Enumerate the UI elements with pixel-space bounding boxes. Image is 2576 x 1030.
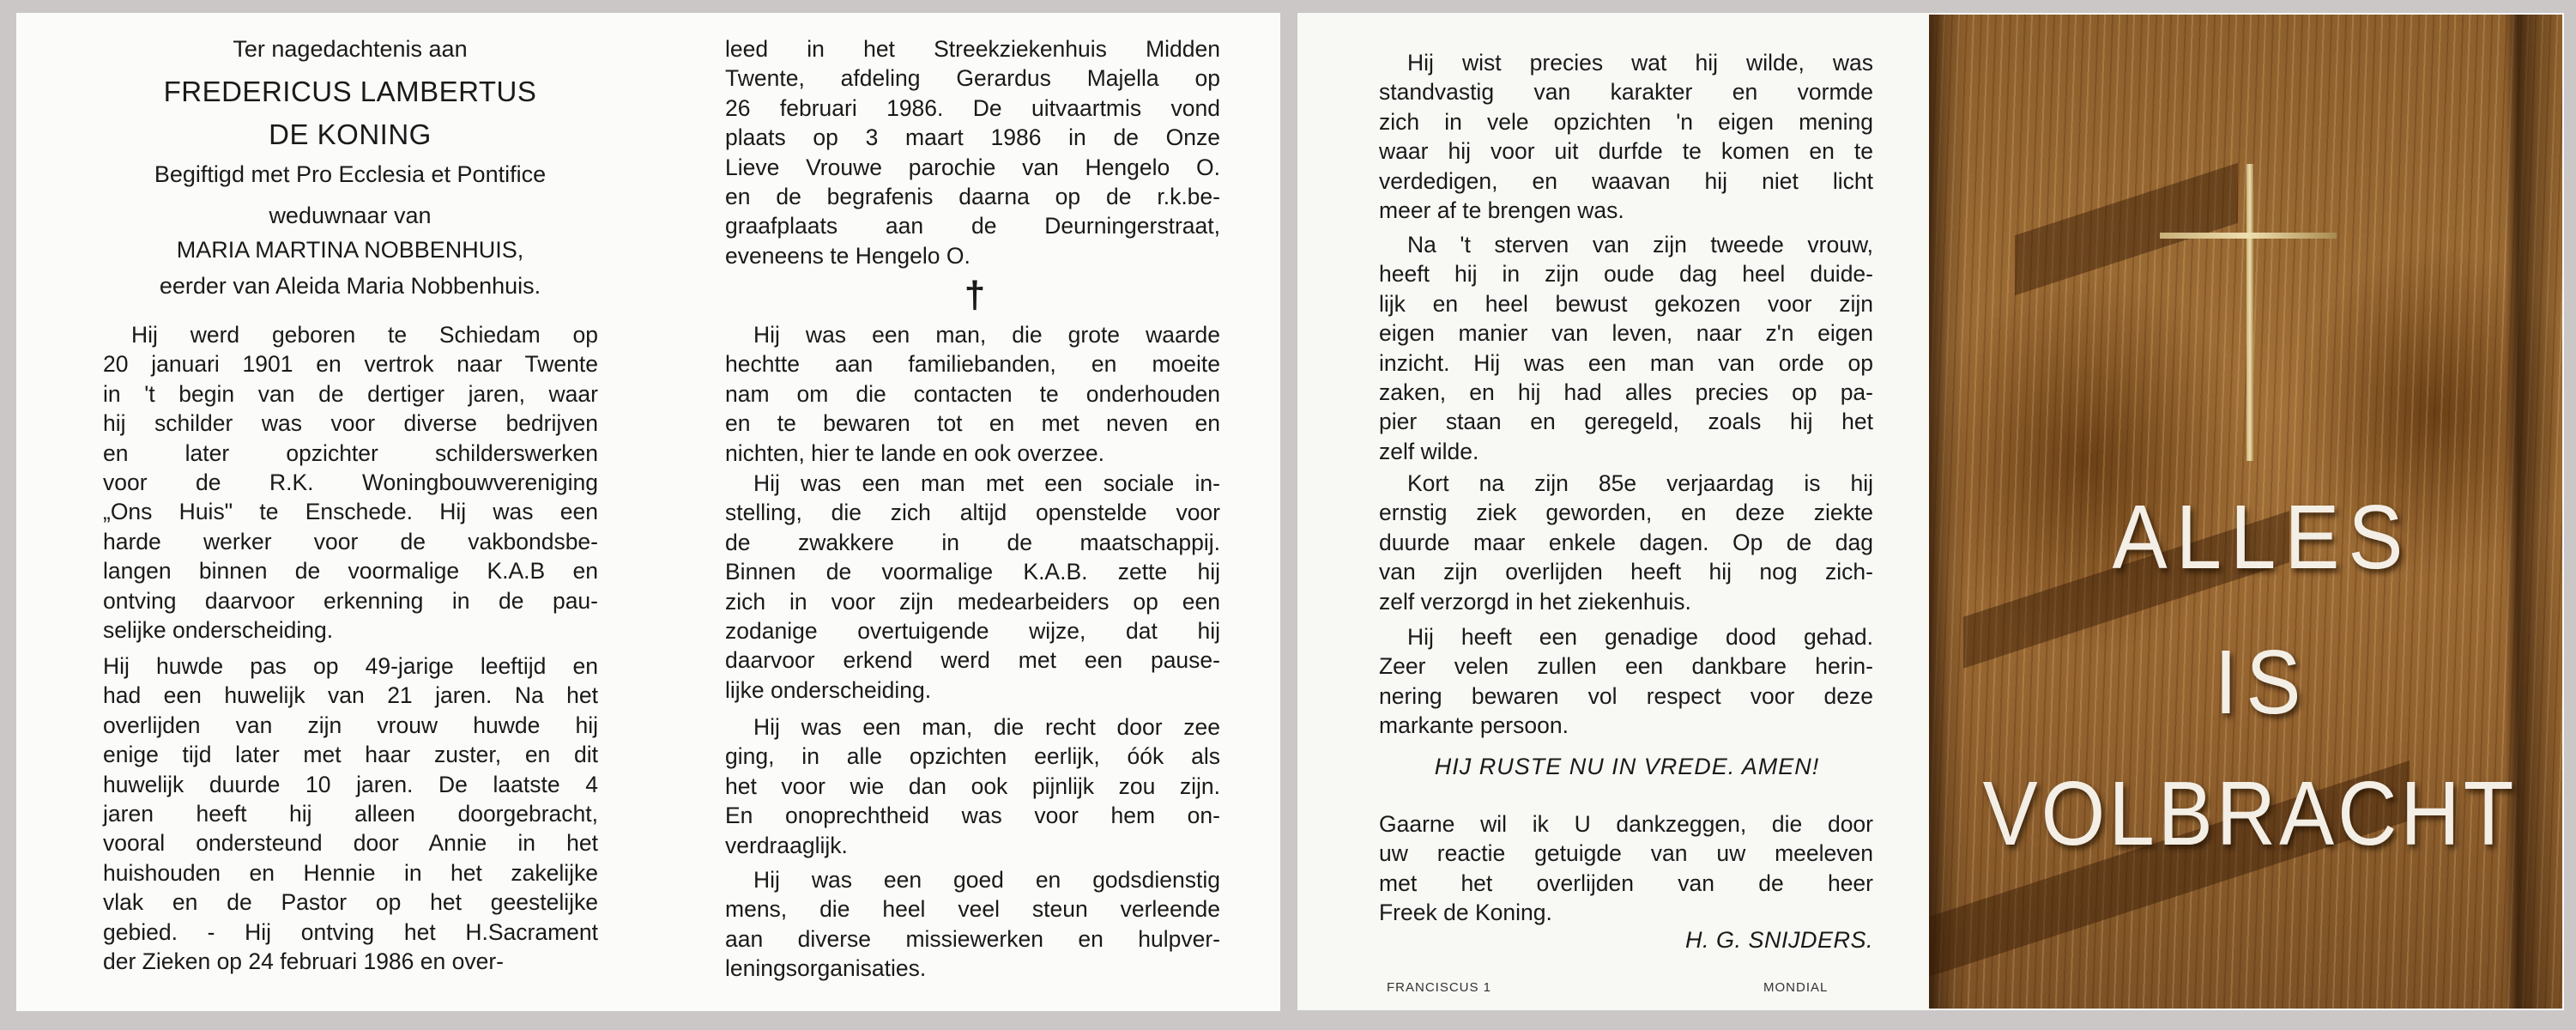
photo-text-volbracht: VOLBRACHT	[1982, 763, 2518, 865]
marriage-paragraph	[103, 651, 598, 976]
later-life-paragraph	[1379, 230, 1873, 466]
text-line: Na 't sterven van zijn tweede vrouw,	[1407, 232, 1873, 258]
prayer-line: HIJ RUSTE NU IN VREDE. AMEN!	[1434, 754, 1820, 779]
text-line: heeft hij in zijn oude dag heel duide-	[1379, 261, 1873, 288]
honesty-paragraph	[725, 712, 1220, 860]
widower-label: weduwnaar van	[269, 203, 432, 228]
thanks-paragraph	[1379, 809, 1873, 928]
text-line: Hij was een man, die grote waarde	[753, 322, 1220, 348]
faith-paragraph	[725, 865, 1220, 984]
text-line: Zeer velen zullen een dankbare herin-	[1379, 653, 1873, 680]
deceased-name-line1: FREDERICUS LAMBERTUS	[163, 76, 537, 107]
text-line: het voor wie dan ook pijnlijk zou zijn.	[725, 772, 1220, 799]
text-line: Twente, afdeling Gerardus Majella op	[725, 65, 1220, 92]
text-line: duurde maar enkele dagen. Op de dag	[1379, 529, 1873, 555]
text-line: waar hij voor uit durfde te komen en te	[1379, 138, 1873, 165]
text-line: hechtte aan familiebanden, en moeite	[725, 351, 1220, 378]
biography-paragraph	[103, 320, 598, 645]
text-line: nering bewaren vol respect voor deze	[1379, 682, 1873, 709]
cross-shadow	[2015, 163, 2238, 295]
text-line: 26 februari 1986. De uitvaartmis vond	[725, 94, 1220, 121]
text-line: eigen manier van leven, naar z'n eigen	[1379, 320, 1873, 347]
text-line: met het overlijden van de heer	[1379, 869, 1873, 896]
text-line: plaats op 3 maart 1986 in de Onze	[725, 124, 1220, 151]
death-paragraph	[1379, 622, 1873, 741]
funeral-paragraph	[725, 34, 1220, 270]
text-line: en later opzichter schilderswerken	[103, 439, 598, 466]
text-line: Hij wist precies wat hij wilde, was	[1407, 50, 1873, 76]
text-line: had een huwelijk van 21 jaren. Na het	[103, 682, 598, 709]
text-line: verdraaglijk.	[725, 832, 848, 858]
family-paragraph	[725, 320, 1220, 468]
character-paragraph	[1379, 48, 1873, 225]
text-line: uw reactie getuigde van uw meeleven	[1379, 840, 1873, 867]
signature: H. G. SNIJDERS.	[1684, 927, 1873, 953]
photo-text-alles: ALLES	[2112, 487, 2412, 589]
text-line: de zwakkere in de maatschappij.	[725, 529, 1220, 555]
text-line: zich in voor zijn medearbeiders op een	[725, 588, 1220, 615]
spouse-second: eerder van Aleida Maria Nobbenhuis.	[159, 273, 541, 299]
text-line: lijk en heel bewust gekozen voor zijn	[1379, 290, 1873, 317]
text-line: en te bewaren tot en met neven en	[725, 410, 1220, 437]
wood-photo	[1929, 15, 2562, 1009]
text-line: enige tijd later met haar zuster, en dit	[103, 742, 598, 768]
text-line: langen binnen de voormalige K.A.B en	[103, 558, 598, 585]
text-line: Gaarne wil ik U dankzeggen, die door	[1379, 811, 1873, 837]
text-line: leed in het Streekziekenhuis Midden	[725, 36, 1220, 62]
text-line: zaken, en hij had alles precies op pa-	[1379, 379, 1873, 405]
text-line: standvastig van karakter en vormde	[1379, 79, 1873, 106]
illness-paragraph	[1379, 469, 1873, 616]
text-line: Freek de Koning.	[1379, 900, 1552, 926]
text-line: vooral ondersteund door Annie in het	[103, 830, 598, 857]
cross-icon: †	[964, 274, 986, 316]
footer-publisher: MONDIAL	[1763, 980, 1829, 995]
text-line: ging, in alle opzichten eerlijk, óók als	[725, 743, 1220, 770]
text-line: selijke onderscheiding.	[103, 616, 334, 643]
text-line: graafplaats aan de Deurningerstraat,	[725, 213, 1220, 239]
text-line: ontving daarvoor erkenning in de pau-	[103, 587, 598, 614]
text-line: pier staan en geregeld, zoals hij het	[1379, 409, 1873, 435]
text-line: Lieve Vrouwe parochie van Hengelo O.	[725, 154, 1220, 180]
text-line: eveneens te Hengelo O.	[725, 242, 971, 269]
text-line: markante persoon.	[1379, 712, 1569, 739]
text-line: Hij was een goed en godsdienstig	[753, 867, 1220, 893]
text-line: harde werker voor de vakbondsbe-	[103, 528, 598, 554]
footer-series: FRANCISCUS 1	[1387, 980, 1492, 995]
honor-line: Begiftigd met Pro Ecclesia et Pontifice	[154, 161, 547, 187]
text-line: leningsorganisaties.	[725, 955, 927, 982]
text-line: zodanige overtuigende wijze, dat hij	[725, 617, 1220, 644]
text-line: Hij werd geboren te Schiedam op	[131, 322, 598, 348]
text-line: Hij was een man, die recht door zee	[753, 714, 1220, 740]
deceased-name-line2: DE KONING	[269, 118, 432, 150]
text-line: zelf wilde.	[1379, 438, 1479, 464]
text-line: En onoprechtheid was voor hem on-	[725, 803, 1220, 829]
text-line: van zijn overlijden heeft hij nog zich-	[1379, 559, 1873, 585]
text-line: „Ons Huis" te Enschede. Hij was een	[103, 499, 598, 525]
text-line: in 't begin van de dertiger jaren, waar	[103, 380, 598, 407]
text-line: ernstig ziek geworden, en deze ziekte	[1379, 500, 1873, 526]
text-line: vlak en de Pastor op het geestelijke	[103, 889, 598, 916]
text-line: Kort na zijn 85e verjaardag is hij	[1407, 470, 1873, 496]
text-line: en de begrafenis daarna op de r.k.be-	[725, 183, 1220, 209]
spouse-first: MARIA MARTINA NOBBENHUIS,	[176, 237, 524, 263]
text-line: huishouden en Hennie in het zakelijke	[103, 859, 598, 886]
text-line: Hij heeft een genadige dood gehad.	[1407, 624, 1873, 650]
text-line: mens, die heel veel steun verleende	[725, 896, 1220, 923]
text-line: Hij was een man met een sociale in-	[753, 470, 1220, 496]
text-line: nichten, hier te lande en ook overzee.	[725, 439, 1104, 466]
text-line: voor de R.K. Woningbouwvereniging	[103, 469, 598, 495]
text-line: overlijden van zijn vrouw huwde hij	[103, 712, 598, 738]
text-line: Binnen de voormalige K.A.B. zette hij	[725, 559, 1220, 585]
social-paragraph	[725, 469, 1220, 705]
text-line: zelf verzorgd in het ziekenhuis.	[1379, 588, 1691, 615]
text-line: jaren heeft hij alleen doorgebracht,	[103, 800, 598, 827]
text-line: aan diverse missiewerken en hulpver-	[725, 925, 1220, 952]
text-line: huwelijk duurde 10 jaren. De laatste 4	[103, 771, 598, 797]
text-line: meer af te brengen was.	[1379, 197, 1624, 223]
text-line: daarvoor erkend werd met een pause-	[725, 647, 1220, 674]
text-line: lijke onderscheiding.	[725, 676, 932, 703]
text-line: inzicht. Hij was een man van orde op	[1379, 349, 1873, 376]
text-line: hij schilder was voor diverse bedrijven	[103, 410, 598, 437]
text-line: Hij huwde pas op 49-jarige leeftijd en	[103, 653, 598, 679]
photo-text-is: IS	[2214, 632, 2310, 734]
heading: Ter nagedachtenis aan	[233, 36, 468, 62]
text-line: gebied. - Hij ontving het H.Sacrament	[103, 918, 598, 945]
text-line: nam om die contacten te onderhouden	[725, 380, 1220, 407]
text-line: stelling, die zich altijd openstelde voor	[725, 500, 1220, 526]
text-line: 20 januari 1901 en vertrok naar Twente	[103, 351, 598, 378]
text-line: der Zieken op 24 februari 1986 en over-	[103, 948, 504, 974]
text-line: zich in vele opzichten 'n eigen mening	[1379, 108, 1873, 135]
text-line: verdedigen, en waavan hij niet licht	[1379, 167, 1873, 194]
